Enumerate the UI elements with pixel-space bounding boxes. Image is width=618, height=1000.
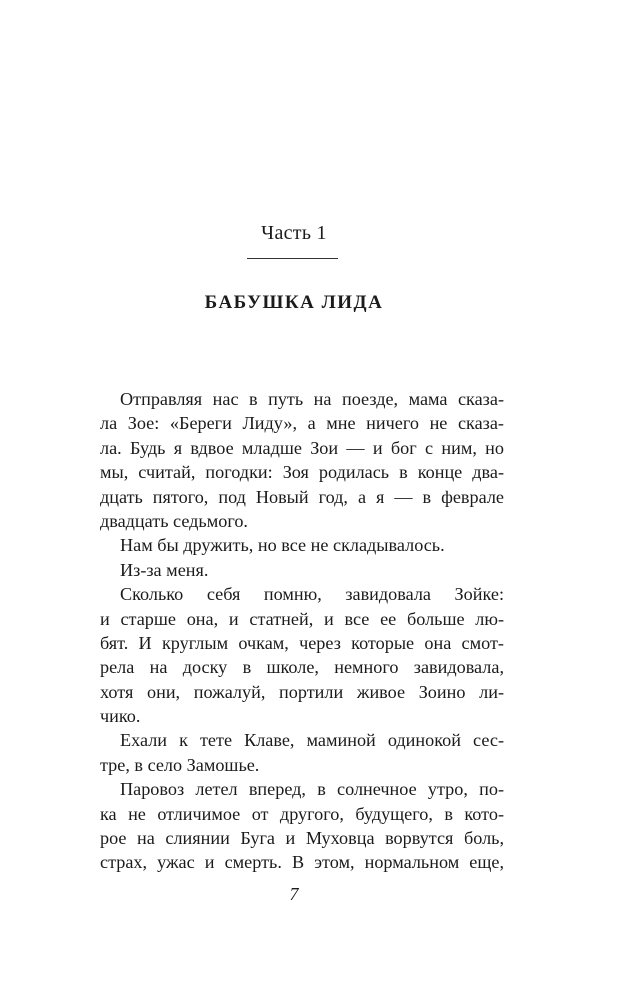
text-line: Паровоз летел вперед, в солнечное утро, по- <box>120 779 504 800</box>
text-line: Ехали к тете Клаве, маминой одинокой сес- <box>120 730 504 751</box>
text-line: хотя они, пожалуй, портили живое Зоино ли- <box>100 681 504 702</box>
text-line: ла. Будь я вдвое младше Зои — и бог с ним, но <box>100 437 504 458</box>
text-line: и старше она, и статней, и все ее больше лю- <box>100 608 504 629</box>
text-line: ла Зое: «Береги Лиду», а мне ничего не сказа- <box>100 413 504 434</box>
text-line: Нам бы дружить, но все не складывалось. <box>120 535 445 556</box>
text-line: дцать пятого, под Новый год, а я — в феврале <box>100 486 504 507</box>
part-title: Часть 1 <box>261 222 327 244</box>
text-line: Сколько себя помню, завидовала Зойке: <box>120 584 504 605</box>
text-line: рое на слиянии Буга и Муховца ворвутся боль, <box>100 828 504 849</box>
text-line: рела на доску в школе, немного завидовала, <box>100 657 504 678</box>
body-text <box>100 387 504 875</box>
text-line: страх, ужас и смерть. В этом, нормальном еще, <box>100 852 504 873</box>
text-line: чико. <box>100 706 141 727</box>
text-line: бят. И круглым очкам, через которые она смот- <box>100 632 504 653</box>
text-line: мы, считай, погодки: Зоя родилась в конце два- <box>100 462 504 483</box>
text-line: Отправляя нас в путь на поезде, мама сказа- <box>120 389 504 409</box>
chapter-title: БАБУШКА ЛИДА <box>204 292 384 313</box>
text-line: тре, в село Замошье. <box>100 754 260 775</box>
page-number: 7 <box>289 884 299 904</box>
title-divider <box>247 258 338 259</box>
text-line: Из-за меня. <box>120 559 209 580</box>
text-line: ка не отличимое от другого, будущего, в кото- <box>100 803 504 824</box>
text-line: двадцать седьмого. <box>100 510 248 531</box>
